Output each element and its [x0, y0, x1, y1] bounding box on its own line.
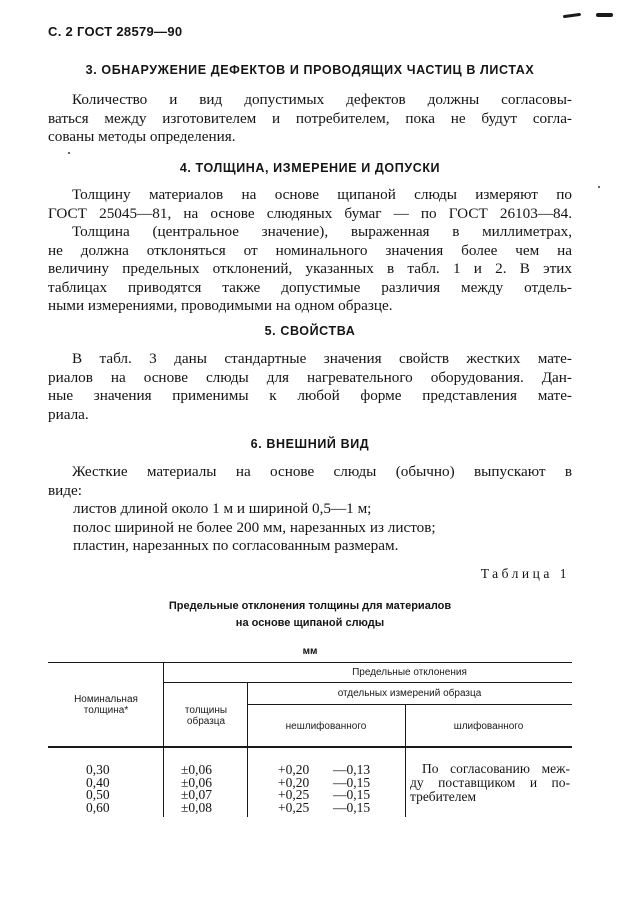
note-line: ду поставщиком и по-	[410, 775, 570, 790]
table-title-line: Предельные отклонения толщины для материалов	[168, 600, 452, 612]
section-4-text	[48, 186, 572, 316]
header-individual: отдельных измерений образца	[337, 688, 482, 699]
header-limits: Предельные отклонения	[352, 667, 467, 678]
text-line: Количество и вид допустимых дефектов должны согласовы-	[72, 91, 572, 108]
table-cell: ±0,06	[181, 762, 213, 777]
text-line: не должна отклоняться от номинального значения более чем на	[48, 241, 572, 259]
text-line: ные значения применимы к любой форме представления мате-	[48, 387, 572, 404]
form-list	[73, 500, 573, 556]
table-rule	[48, 746, 572, 748]
plus-column	[278, 764, 328, 814]
text-line: Толщину материалов на основе щипаной слюды измеряют по	[72, 186, 572, 203]
text-line: ГОСТ 25045—81, на основе слюдяных бумаг — по ГОСТ 26103—84.	[48, 204, 572, 222]
text-line: ваться между изготовителем и потребителем, пока не будут согла-	[48, 109, 572, 127]
table-title	[48, 598, 572, 632]
section-5-title: 5. СВОЙСТВА	[264, 324, 356, 338]
ink-mark	[563, 13, 581, 18]
ink-mark	[596, 13, 613, 17]
table-rule	[48, 662, 572, 663]
table-unit: мм	[302, 646, 318, 657]
text-line: Жесткие материалы на основе слюды (обычно) выпускают в	[72, 463, 572, 480]
table-cell: —0,15	[333, 787, 371, 802]
minus-column	[333, 764, 383, 814]
table-cell: ±0,07	[181, 787, 213, 802]
section-3-title: 3. ОБНАРУЖЕНИЕ ДЕФЕКТОВ И ПРОВОДЯЩИХ ЧАСТИЦ В ЛИСТАХ	[85, 63, 535, 77]
header-thickness: толщины образца	[184, 705, 228, 727]
table-cell: +0,20	[278, 774, 310, 790]
section-6-text	[48, 463, 572, 500]
table-label: Таблица 1	[480, 566, 570, 581]
section-4-title: 4. ТОЛЩИНА, ИЗМЕРЕНИЕ И ДОПУСКИ	[179, 161, 441, 175]
text-line: величину предельных отклонений, указанных в табл. 1 и 2. В этих	[48, 260, 572, 277]
text-line: В табл. 3 даны стандартные значения свойств жестких мате-	[72, 350, 572, 367]
section-5-text	[48, 350, 572, 424]
table-cell: +0,25	[278, 799, 310, 815]
text-line: виде:	[48, 481, 82, 499]
table-title-line: на основе щипаной слюды	[235, 617, 385, 629]
header-ground: шлифованного	[453, 721, 524, 732]
page-header: С. 2 ГОСТ 28579—90	[48, 24, 183, 39]
table-rule	[247, 682, 248, 817]
text-line: Толщина (центральное значение), выраженная в миллиметрах,	[72, 223, 572, 240]
speck	[68, 152, 70, 154]
table-cell: 0,60	[86, 799, 110, 815]
nominal-column	[86, 764, 126, 814]
section-3-text	[48, 91, 572, 147]
section-6-title: 6. ВНЕШНИЙ ВИД	[250, 437, 370, 451]
thickness-column	[181, 764, 241, 814]
table-cell: —0,15	[333, 774, 371, 790]
header-nominal: Номинальная толщина*	[74, 694, 138, 716]
table-cell: +0,25	[278, 787, 310, 802]
list-item: полос шириной не более 200 мм, нарезанных из листов;	[73, 518, 436, 536]
note-line: требителем	[410, 789, 477, 804]
table-cell: —0,15	[333, 799, 371, 815]
text-line: риала.	[48, 405, 89, 423]
table-cell: +0,20	[278, 762, 310, 777]
table-cell: 0,40	[86, 774, 110, 790]
table-cell: 0,30	[86, 762, 110, 777]
ground-note	[410, 762, 570, 804]
list-item: листов длиной около 1 м и шириной 0,5—1 м;	[73, 500, 372, 517]
table-cell: ±0,08	[181, 799, 213, 815]
header-unground: нешлифованного	[285, 721, 367, 732]
list-item: пластин, нарезанных по согласованным размерам.	[73, 537, 399, 554]
table-cell: —0,13	[333, 762, 371, 777]
text-line: сованы методы определения.	[48, 128, 236, 145]
table-rule	[163, 662, 164, 817]
table-cell: ±0,06	[181, 774, 213, 790]
text-line: таблицах приводятся также допустимые различия между отдель-	[48, 278, 572, 296]
text-line: риалов на основе слюды для нагревательного оборудования. Дан-	[48, 368, 572, 386]
table-rule	[247, 704, 572, 705]
text-line: ными измерениями, проводимыми на одном образце.	[48, 297, 393, 314]
table-rule	[163, 682, 572, 683]
note-line: По согласованию меж-	[422, 761, 570, 776]
speck	[598, 186, 600, 188]
table-cell: 0,50	[86, 787, 110, 802]
